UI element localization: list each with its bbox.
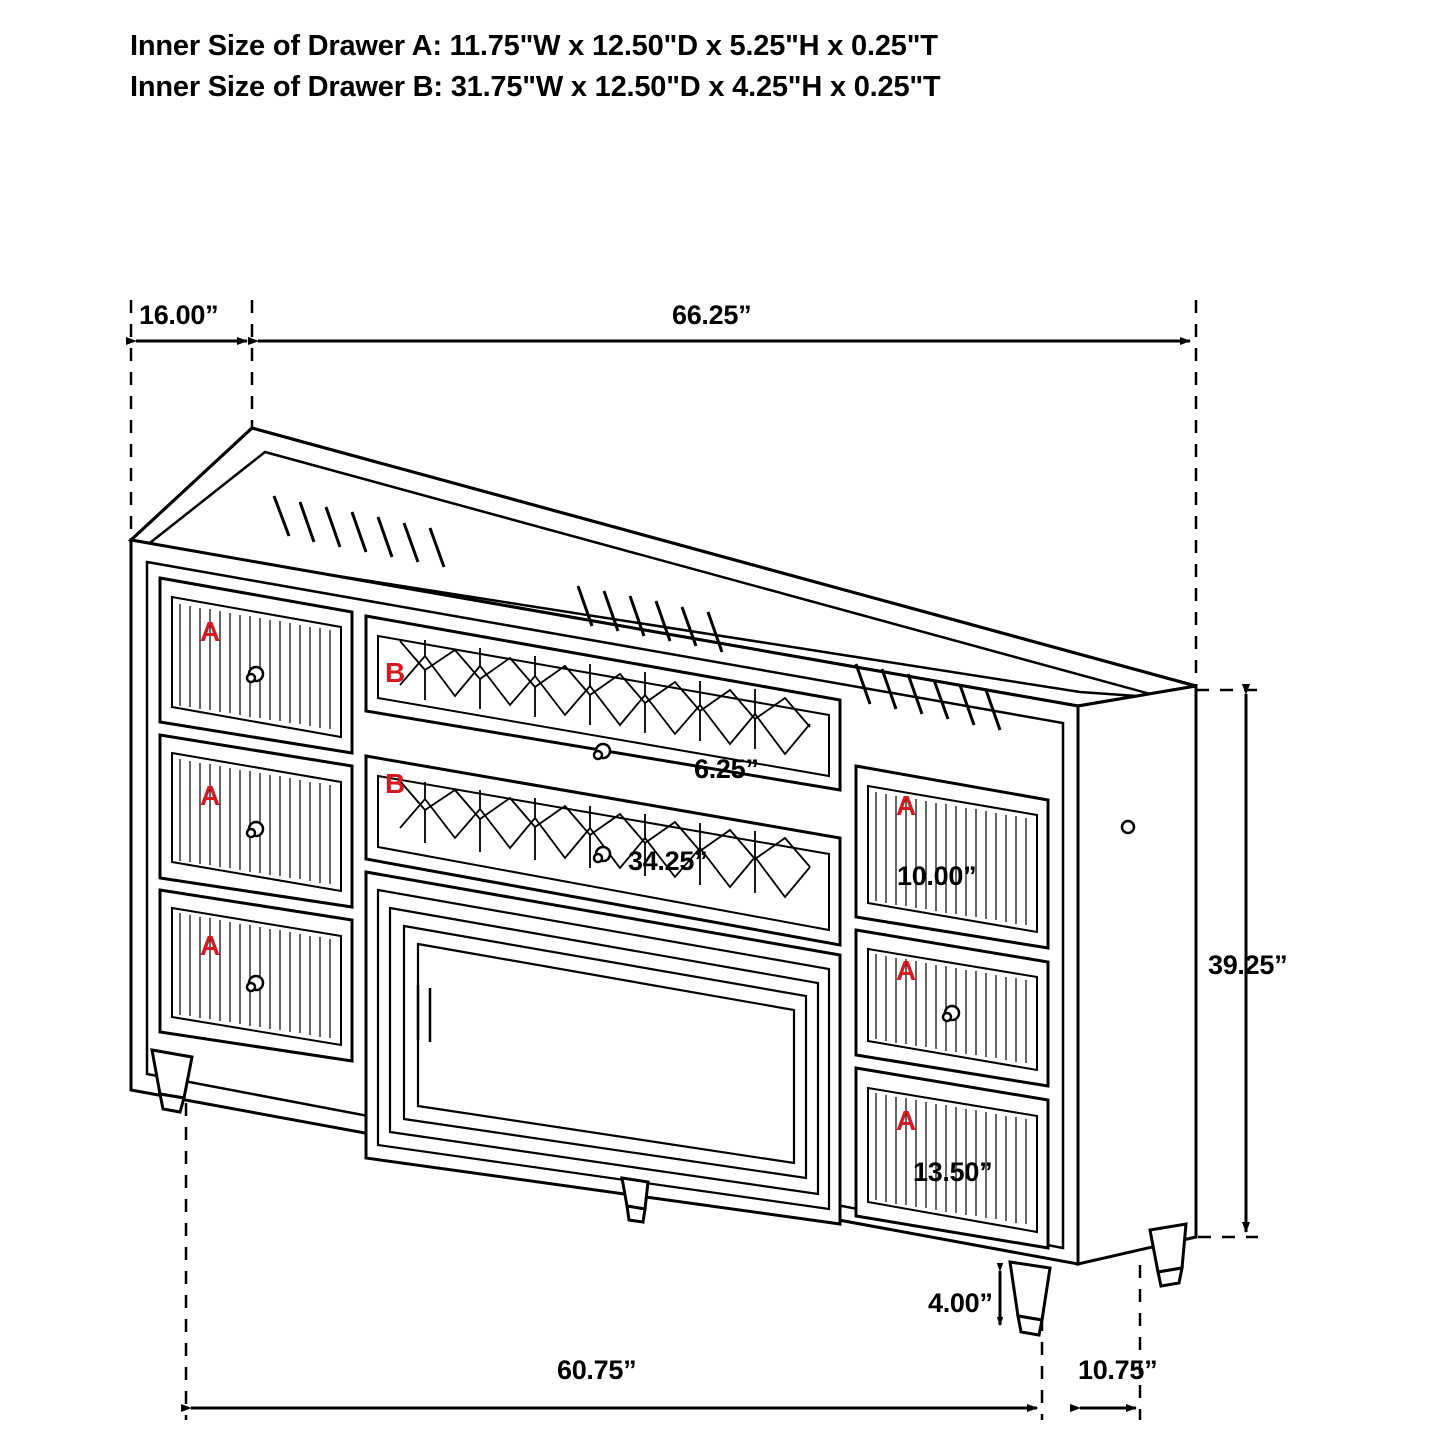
dim-side-depth: 10.75” (1078, 1355, 1158, 1385)
drawer-knob (943, 1006, 959, 1021)
dim-drawer-a-height: 10.00” (897, 861, 977, 891)
mark-center-drawer-2: B (385, 768, 406, 799)
mark-right-drawer-3: A (896, 1105, 917, 1136)
left-drawer-3[interactable] (160, 890, 352, 1061)
dim-drawer-b-height: 6.25” (694, 754, 759, 784)
center-foot (622, 1178, 648, 1222)
drawer-knob (247, 667, 263, 682)
mark-right-drawer-2: A (896, 955, 917, 986)
left-drawer-2[interactable] (160, 735, 352, 907)
dim-leg-height: 4.00” (928, 1288, 993, 1318)
note-drawer-b: Inner Size of Drawer B: 31.75"W x 12.50"D x 4.25"H x 0.25"T (130, 71, 941, 104)
dim-depth-top-left: 16.00” (139, 300, 219, 330)
drawer-knob (247, 976, 263, 991)
dim-overall-height: 39.25” (1208, 950, 1288, 980)
drawer-knob (247, 822, 263, 837)
drawer-knob (594, 744, 610, 759)
note-drawer-a: Inner Size of Drawer A: 11.75"W x 12.50"D x 5.25"H x 0.25"T (130, 30, 938, 62)
mark-right-drawer-1: A (896, 790, 917, 821)
drawer-knob (594, 847, 610, 862)
dim-front-width: 60.75” (557, 1355, 637, 1385)
mark-center-drawer-1: B (385, 657, 406, 688)
dim-drawer-a-width: 13.50” (913, 1157, 993, 1187)
dim-width-top: 66.25” (672, 300, 752, 330)
dim-drawer-b-width: 34.25” (628, 846, 708, 876)
mark-left-drawer-3: A (200, 930, 221, 961)
mark-left-drawer-2: A (200, 780, 221, 811)
mark-left-drawer-1: A (200, 616, 221, 647)
